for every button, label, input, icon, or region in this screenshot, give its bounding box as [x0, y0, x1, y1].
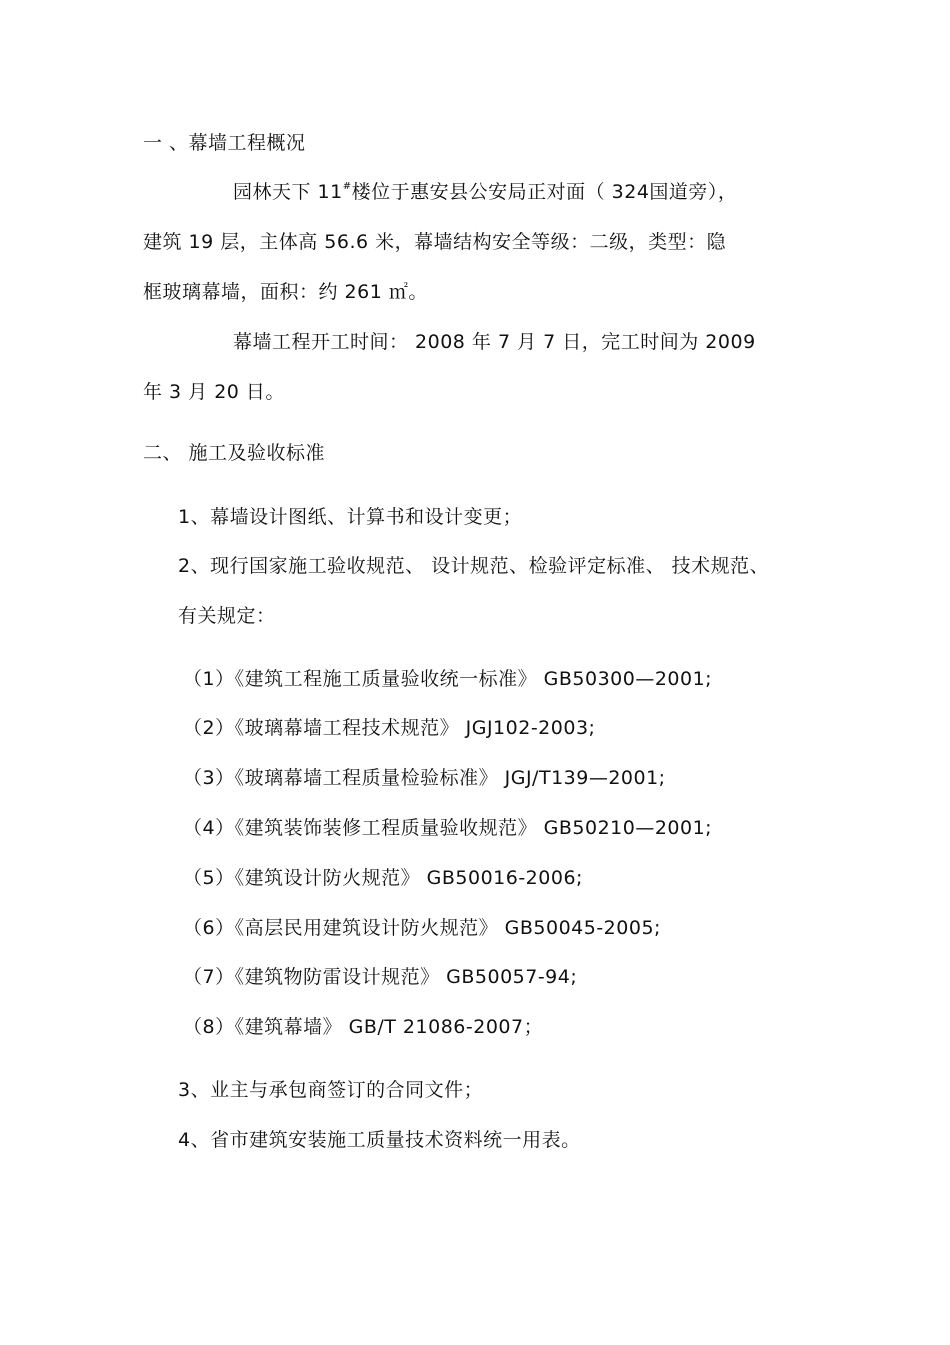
- standard-item: （7）《建筑物防雷设计规范》 GB50057-94;: [183, 966, 578, 988]
- standard-item: （5）《建筑设计防火规范》 GB50016-2006;: [183, 867, 583, 889]
- list-item: 3、业主与承包商签订的合同文件；: [178, 1079, 484, 1101]
- paragraph-line: 幕墙工程开工时间： 2008 年 7 月 7 日，完工时间为 2009: [233, 331, 756, 353]
- superscript-mark: #: [342, 181, 352, 192]
- paragraph-line: [233, 180, 737, 204]
- paragraph-line: 建筑 19 层，主体高 56.6 米，幕墙结构安全等级：二级，类型：隐: [143, 231, 727, 253]
- standard-item: （3）《玻璃幕墙工程质量检验标准》 JGJ/T139—2001;: [183, 767, 666, 789]
- standard-item: （6）《高层民用建筑设计防火规范》 GB50045-2005;: [183, 917, 661, 939]
- standard-item: （2）《玻璃幕墙工程技术规范》 JGJ102-2003;: [183, 717, 596, 739]
- paragraph-line: 年 3 月 20 日。: [143, 381, 285, 403]
- list-item: 有关规定：: [178, 605, 276, 627]
- paragraph-text: 园林天下 11: [233, 181, 343, 203]
- list-item: 1、幕墙设计图纸、计算书和设计变更；: [178, 506, 523, 528]
- paragraph-text: 楼位于惠安县公安局正对面（ 324国道旁），: [351, 181, 738, 203]
- standard-item: （4）《建筑装饰装修工程质量验收规范》 GB50210—2001;: [183, 817, 713, 839]
- standard-item: （1）《建筑工程施工质量验收统一标准》 GB50300—2001;: [183, 668, 713, 690]
- list-item: 2、现行国家施工验收规范、 设计规范、检验评定标准、 技术规范、: [178, 555, 770, 577]
- paragraph-line: 框玻璃幕墙，面积：约 261 ㎡。: [143, 281, 428, 303]
- section-heading-2: 二、 施工及验收标准: [143, 442, 326, 464]
- standard-item: （8）《建筑幕墙》 GB/T 21086-2007；: [183, 1016, 544, 1038]
- list-item: 4、省市建筑安装施工质量技术资料统一用表。: [178, 1129, 581, 1151]
- section-heading-1: 一 、幕墙工程概况: [143, 132, 306, 154]
